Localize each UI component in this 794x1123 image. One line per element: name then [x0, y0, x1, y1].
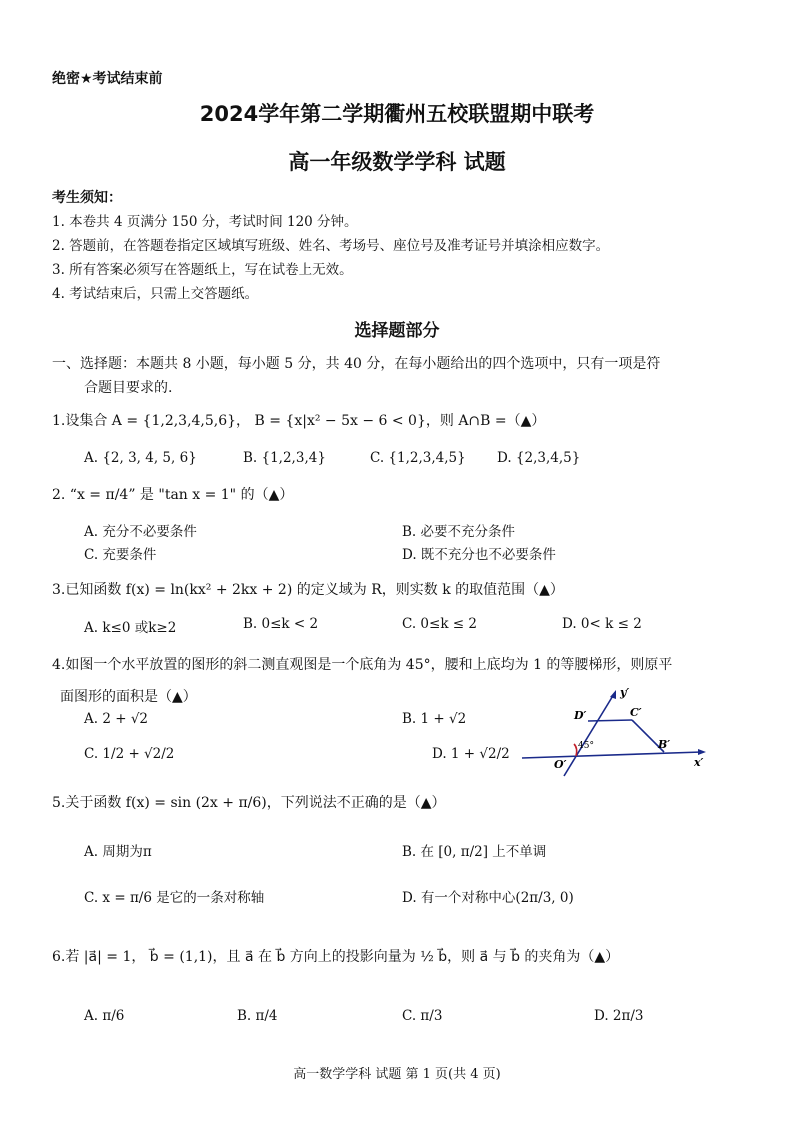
question-4-option-a: A. 2 + √2 [84, 711, 149, 727]
label-b-prime: B′ [658, 738, 671, 751]
question-1-option-b: B. {1,2,3,4} [243, 450, 326, 466]
label-y-prime: y′ [620, 686, 630, 699]
question-4-stem-line1: 4.如图一个水平放置的图形的斜二测直观图是一个底角为 45°，腰和上底均为 1 的等腰梯形，则原平 [52, 657, 673, 673]
question-5-option-b: B. 在 [0, π/2] 上不单调 [402, 844, 547, 860]
question-5-option-c: C. x = π/6 是它的一条对称轴 [84, 890, 265, 906]
page-footer: 高一数学学科 试题 第 1 页(共 4 页) [293, 1067, 501, 1082]
question-3-option-d: D. 0< k ≤ 2 [562, 616, 642, 632]
label-angle: 45° [578, 741, 594, 751]
section-title: 选择题部分 [354, 321, 440, 341]
question-3-option-b: B. 0≤k < 2 [243, 616, 319, 632]
question-6-option-d: D. 2π/3 [594, 1008, 644, 1024]
question-1-option-d: D. {2,3,4,5} [497, 450, 581, 466]
question-2-option-a: A. 充分不必要条件 [84, 524, 197, 540]
part-instructions-line1: 一、选择题：本题共 8 小题，每小题 5 分，共 40 分，在每小题给出的四个选项中，只有一项是符 [52, 356, 661, 372]
question-5-stem: 5.关于函数 f(x) = sin (2x + π/6)，下列说法不正确的是（▲） [52, 795, 446, 811]
notice-item: 1. 本卷共 4 页满分 150 分，考试时间 120 分钟。 [52, 214, 358, 230]
trapezoid-top-edge [588, 720, 632, 721]
question-1-option-a: A. {2, 3, 4, 5, 6} [84, 450, 197, 466]
question-3-stem: 3.已知函数 f(x) = ln(kx² + 2kx + 2) 的定义域为 R，则实数 k 的取值范围（▲） [52, 582, 564, 598]
question-4-option-c: C. 1/2 + √2/2 [84, 746, 175, 762]
confidential-mark: 绝密★考试结束前 [52, 71, 163, 87]
notice-item: 3. 所有答案必须写在答题纸上，写在试卷上无效。 [52, 262, 353, 278]
label-o-prime: O′ [554, 758, 567, 771]
question-2-stem: 2. “x = π/4” 是 "tan x = 1" 的（▲） [52, 487, 294, 503]
question-4-option-d: D. 1 + √2/2 [432, 746, 510, 762]
question-4-stem-line2: 面图形的面积是（▲） [60, 689, 197, 705]
question-1-stem: 1.设集合 A = {1,2,3,4,5,6}， B = {x|x² − 5x − 6 < 0}，则 A∩B =（▲） [52, 413, 546, 429]
question-2-option-c: C. 充要条件 [84, 547, 157, 563]
question-6-stem: 6.若 |a⃗| = 1， b⃗ = (1,1)，且 a⃗ 在 b⃗ 方向上的投影向量为 ½ b⃗，则 a⃗ 与 b⃗ 的夹角为（▲） [52, 949, 620, 965]
question-5-option-a: A. 周期为π [84, 844, 152, 860]
x-axis-line [522, 752, 702, 758]
exam-subtitle: 高一年级数学学科 试题 [288, 150, 506, 174]
question-5-option-d: D. 有一个对称中心(2π/3, 0) [402, 890, 574, 906]
notice-item: 2. 答题前，在答题卷指定区域填写班级、姓名、考场号、座位号及准考证号并填涂相应数字。 [52, 238, 610, 254]
question-6-option-a: A. π/6 [84, 1008, 125, 1024]
trapezoid-figure [520, 684, 710, 784]
label-c-prime: C′ [630, 706, 642, 719]
question-3-option-a: A. k≤0 或k≥2 [84, 620, 177, 636]
part-instructions [52, 352, 752, 400]
label-d-prime: D′ [574, 709, 587, 722]
question-3-option-c: C. 0≤k ≤ 2 [402, 616, 477, 632]
question-6-option-c: C. π/3 [402, 1008, 443, 1024]
notice-item: 4. 考试结束后，只需上交答题纸。 [52, 286, 259, 302]
question-2-option-b: B. 必要不充分条件 [402, 524, 516, 540]
part-instructions-line2: 合题目要求的. [84, 380, 173, 396]
question-1-option-c: C. {1,2,3,4,5} [370, 450, 466, 466]
label-x-prime: x′ [694, 756, 704, 769]
angle-arc [574, 744, 577, 756]
exam-title: 2024学年第二学期衢州五校联盟期中联考 [199, 102, 595, 126]
question-4-option-b: B. 1 + √2 [402, 711, 467, 727]
question-6-option-b: B. π/4 [237, 1008, 278, 1024]
y-axis-line [564, 694, 614, 776]
question-2-option-d: D. 既不充分也不必要条件 [402, 547, 556, 563]
x-axis-arrow [698, 749, 706, 755]
notice-heading: 考生须知： [52, 190, 122, 206]
